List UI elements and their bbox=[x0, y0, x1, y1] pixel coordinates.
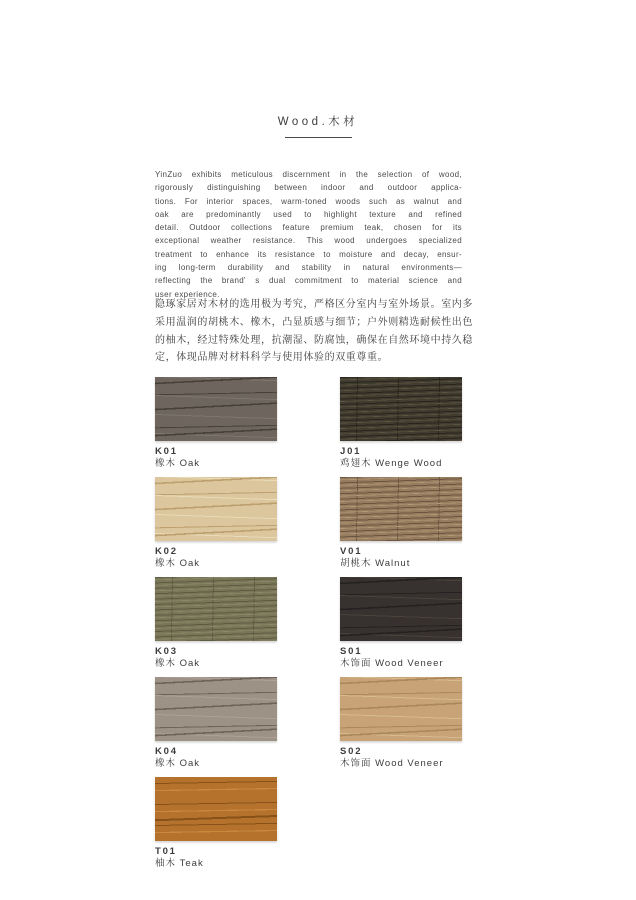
wood-swatch-card bbox=[340, 477, 462, 577]
wood-code: S01 bbox=[340, 646, 363, 657]
intro-line: ing long-term durability and stability in natural environments— bbox=[155, 263, 462, 273]
wood-name: 橡木 Oak bbox=[155, 458, 201, 469]
wood-swatch-card bbox=[155, 677, 277, 777]
page-title: Wood.木材 bbox=[277, 116, 359, 128]
wood-swatch-card bbox=[340, 677, 462, 777]
wood-swatch-card bbox=[155, 477, 277, 577]
wood-code: K03 bbox=[155, 646, 178, 657]
wood-code: K01 bbox=[155, 446, 178, 457]
wood-name: 胡桃木 Walnut bbox=[340, 558, 411, 569]
wood-name: 橡木 Oak bbox=[155, 558, 201, 569]
wood-swatch-card bbox=[155, 577, 277, 677]
wood-code: V01 bbox=[340, 546, 363, 557]
wood-swatch bbox=[155, 377, 277, 441]
wood-swatch-card bbox=[340, 377, 462, 477]
intro-line: user experience. bbox=[155, 289, 220, 299]
wood-swatch bbox=[155, 477, 277, 541]
wood-code: T01 bbox=[155, 846, 177, 857]
wood-name: 鸡翅木 Wenge Wood bbox=[340, 458, 443, 469]
wood-name: 橡木 Oak bbox=[155, 658, 201, 669]
intro-line: oak are predominantly used to highlight texture and refined bbox=[155, 209, 462, 219]
intro-line: tions. For interior spaces, warm-toned woods such as walnut and bbox=[155, 196, 462, 206]
intro-line: YinZuo exhibits meticulous discernment in the selection of wood, bbox=[155, 170, 462, 179]
wood-swatch bbox=[340, 477, 462, 541]
wood-swatch bbox=[155, 677, 277, 741]
wood-swatch-card bbox=[340, 577, 462, 677]
intro-line: rigorously distinguishing between indoor and outdoor applica- bbox=[155, 183, 462, 193]
intro-line: 采用温润的胡桃木、橡木，凸显质感与细节；户外则精选耐候性出色 bbox=[155, 316, 473, 328]
wood-swatch bbox=[155, 577, 277, 641]
wood-swatch bbox=[340, 577, 462, 641]
intro-paragraph-en bbox=[155, 168, 462, 301]
wood-name: 柚木 Teak bbox=[155, 858, 204, 869]
intro-line: exceptional weather resistance. This wood undergoes specialized bbox=[155, 236, 462, 246]
intro-paragraph-cn bbox=[155, 296, 473, 367]
wood-swatch bbox=[340, 377, 462, 441]
page-title-block bbox=[0, 114, 636, 138]
intro-line: treatment to enhance its resistance to moisture and decay, ensur- bbox=[155, 249, 462, 259]
intro-line: 定，体现品牌对材料科学与使用体验的双重尊重。 bbox=[155, 352, 389, 364]
intro-line: 的柚木，经过特殊处理，抗潮湿、防腐蚀，确保在自然环境中持久稳 bbox=[155, 334, 473, 346]
wood-swatch-card bbox=[155, 377, 277, 477]
wood-code: S02 bbox=[340, 746, 363, 757]
wood-code: K02 bbox=[155, 546, 178, 557]
wood-code: J01 bbox=[340, 446, 362, 457]
wood-swatch bbox=[155, 777, 277, 841]
intro-line: reflecting the brand' s dual commitment to material science and bbox=[155, 276, 462, 286]
wood-code: K04 bbox=[155, 746, 178, 757]
wood-name: 橡木 Oak bbox=[155, 758, 201, 769]
wood-name: 木饰面 Wood Veneer bbox=[340, 658, 444, 669]
intro-line: detail. Outdoor collections feature premium teak, chosen for its bbox=[155, 223, 462, 233]
intro-line: 隐琢家居对木材的选用极为考究，严格区分室内与室外场景。室内多 bbox=[155, 299, 473, 310]
wood-name: 木饰面 Wood Veneer bbox=[340, 758, 444, 769]
wood-swatch bbox=[340, 677, 462, 741]
title-underline bbox=[285, 137, 352, 138]
wood-swatch-card bbox=[155, 777, 277, 877]
swatch-grid bbox=[155, 377, 462, 877]
